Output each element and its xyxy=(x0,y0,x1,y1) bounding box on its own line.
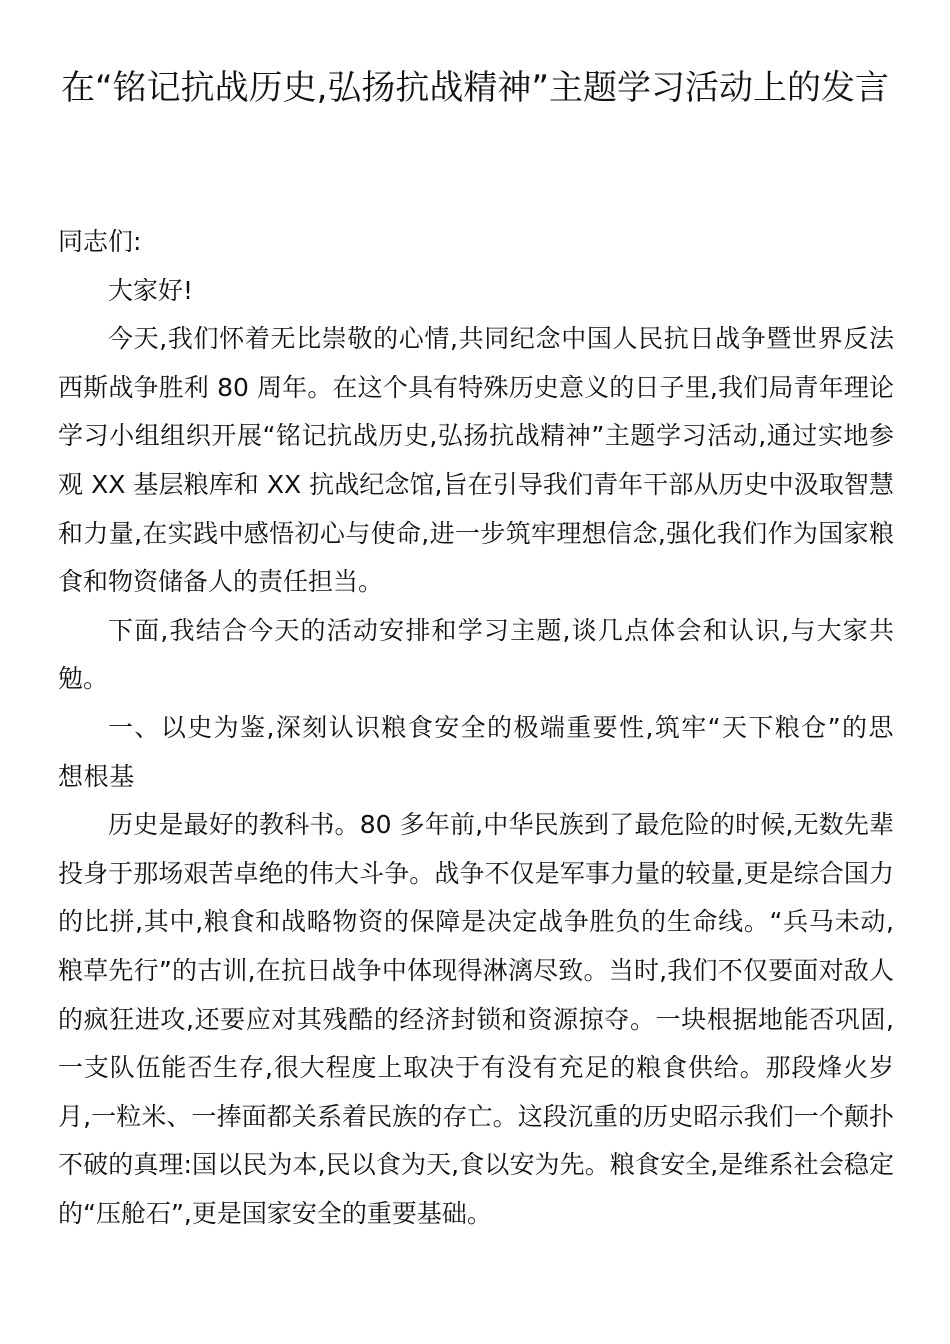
document-title: 在“铭记抗战历史,弘扬抗战精神”主题学习活动上的发言 xyxy=(60,68,890,108)
section-heading-1: 一、以史为鉴,深刻认识粮食安全的极端重要性,筑牢“天下粮仓”的思想根基 xyxy=(58,712,894,791)
transition-paragraph: 下面,我结合今天的活动安排和学习主题,谈几点体会和认识,与大家共勉。 xyxy=(58,615,894,694)
greeting: 大家好! xyxy=(108,275,194,305)
section-1-paragraph: 历史是最好的教科书。80 多年前,中华民族到了最危险的时候,无数先辈投身于那场艰苦卓绝的伟大斗争。战争不仅是军事力量的较量,更是综合国力的比拼,其中,粮食和战略物资的保障是决定战争胜负的生命线。“兵马未动,粮草先行”的古训,在抗日战争中体现得淋漓尽致。当时,我们不仅要面对敌人的疯狂进攻,还要应对其残酷的经济封锁和资源掠夺。一块根据地能否巩固,一支队伍能否生存,很大程度上取决于有没有充足的粮食供给。那段烽火岁月,一粒米、一捧面都关系着民族的存亡。这段沉重的历史昭示我们一个颠扑不破的真理:国以民为本,民以食为天,食以安为先。粮食安全,是维系社会稳定的“压舱石”,更是国家安全的重要基础。 xyxy=(58,810,894,1228)
salutation: 同志们: xyxy=(58,227,142,256)
intro-paragraph: 今天,我们怀着无比崇敬的心情,共同纪念中国人民抗日战争暨世界反法西斯战争胜利 80 周年。在这个具有特殊历史意义的日子里,我们局青年理论学习小组组织开展“铭记抗战历史,弘扬抗战精神”主题学习活动,通过实地参观 XX 基层粮库和 XX 抗战纪念馆,旨在引导我们青年干部从历史中汲取智慧和力量,在实践中感悟初心与使命,进一步筑牢理想信念,强化我们作为国家粮食和物资储备人的责任担当。 xyxy=(58,324,894,597)
document-body xyxy=(58,218,894,1238)
